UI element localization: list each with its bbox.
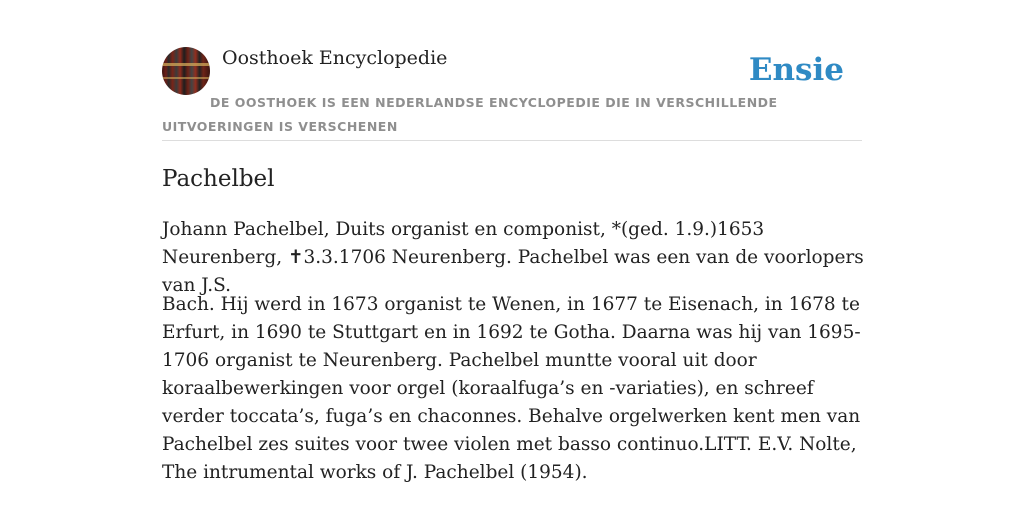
ensie-logo[interactable]: Ensie [748,52,844,88]
article-paragraph-1: Johann Pachelbel, Duits organist en componist, *(ged. 1.9.)1653 Neurenberg, ✝3.3.1706 Neurenberg. Pachelbel was een van de voorlopers van J.S. [162,219,864,296]
site-header [162,46,862,141]
article-paragraph-2: Bach. Hij werd in 1673 organist te Wenen, in 1677 te Eisenach, in 1678 te Erfurt, in 1690 te Stuttgart en in 1692 te Gotha. Daarna was hij van 1695-1706 organist te Neurenberg. Pachelbel muntte vooral uit door koraalbewerkingen voor orgel (koraalfuga’s en -variaties), en schreef verder toccata’s, fuga’s en chaconnes. Behalve orgelwerken kent men van Pachelbel zes suites voor twee violen met basso continuo.LITT. E.V. Nolte, The intrumental works of J. Pachelbel (1954). [162,294,861,483]
site-title[interactable]: Oosthoek Encyclopedie [222,47,448,69]
site-tagline: DE OOSTHOEK IS EEN NEDERLANDSE ENCYCLOPEDIE DIE IN VERSCHILLENDE UITVOERINGEN IS VERSCHENEN [162,95,778,134]
encyclopedia-avatar[interactable] [162,47,210,95]
article-title: Pachelbel [162,166,275,192]
